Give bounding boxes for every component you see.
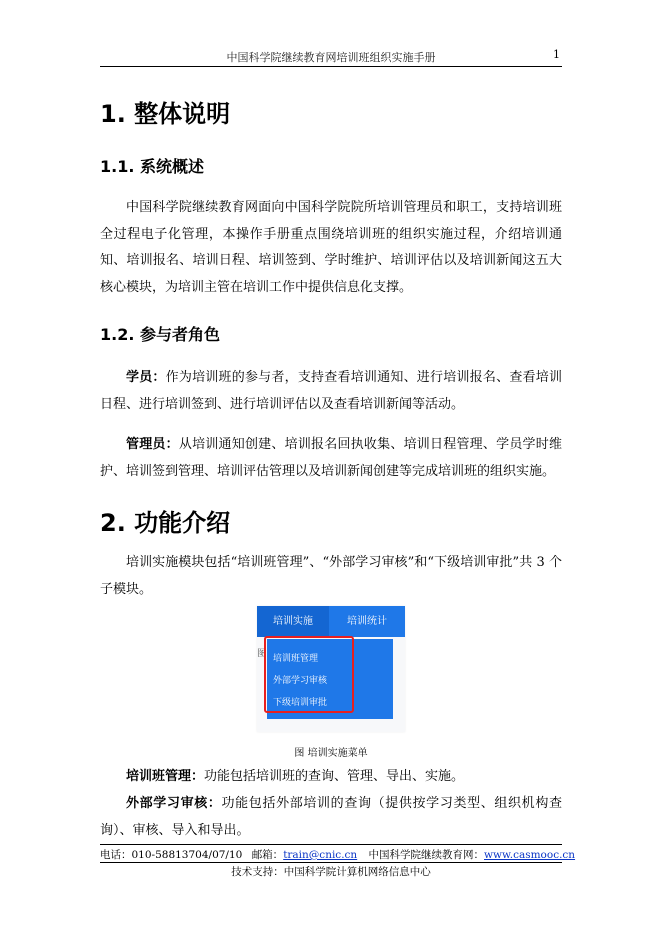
figure-caption: 图 培训实施菜单: [294, 748, 368, 759]
footer-phone: 电话：010-58813704/07/10: [100, 849, 243, 861]
section-1-2-title: 1.2. 参与者角色: [100, 325, 220, 344]
tab-training-implementation[interactable]: 培训实施: [257, 606, 329, 637]
role-admin-paragraph: [100, 432, 562, 485]
header-title: 中国科学院继续教育网培训班组织实施手册: [226, 51, 436, 64]
role-student-label: 学员：: [126, 370, 166, 385]
footer-site-link[interactable]: www.casmooc.cn: [484, 849, 576, 861]
section-1-1-title: 1.1. 系统概述: [100, 157, 204, 176]
item-class-management: [100, 764, 562, 791]
overview-paragraph: 中国科学院继续教育网面向中国科学院院所培训管理员和职工，支持培训班全过程电子化管理，本操作手册重点围绕培训班的组织实施过程，介绍培训通知、培训报名、培训日程、培训签到、学时维护、培训评估以及培训新闻这五大核心模块，为培训主管在培训工作中提供信息化支撑。: [100, 200, 562, 295]
footer-site-label: 中国科学院继续教育网：: [368, 849, 485, 861]
item1-text: 功能包括培训班的查询、管理、导出、实施。: [204, 769, 465, 784]
footer-divider-top: [100, 844, 562, 845]
top-nav-bar: [257, 606, 405, 637]
role-admin-text: 从培训通知创建、培训报名回执收集、培训日程管理、学员学时维护、培训签到管理、培训评估管理以及培训新闻创建等完成培训班的组织实施。: [100, 437, 562, 479]
role-admin-label: 管理员：: [126, 437, 179, 452]
section-2-title: 2. 功能介绍: [100, 509, 231, 537]
menu-item-external-study-review[interactable]: 外部学习审核: [273, 676, 328, 686]
section-1-title: 1. 整体说明: [100, 100, 231, 128]
modules-paragraph: 培训实施模块包括“培训班管理”、“外部学习审核”和“下级培训审批”共 3 个子模块。: [100, 555, 562, 597]
item-external-review: [100, 791, 562, 844]
footer-divider-bottom: [100, 862, 562, 863]
tab-training-statistics[interactable]: 培训统计: [347, 616, 387, 627]
item1-label: 培训班管理：: [126, 769, 205, 784]
role-student-text: 作为培训班的参与者，支持查看培训通知、进行培训报名、查看培训日程、进行培训签到、进行培训评估以及查看培训新闻等活动。: [100, 370, 562, 412]
footer-support: 技术支持：中国科学院计算机网络信息中心: [231, 866, 431, 878]
role-student-paragraph: [100, 365, 562, 418]
highlight-box: [264, 636, 354, 713]
footer-email-link[interactable]: train@cnic.cn: [283, 849, 358, 861]
item2-label: 外部学习审核：: [126, 796, 222, 811]
background-text-fragment: 图: [257, 649, 267, 659]
footer-email-label: 邮箱：: [251, 849, 284, 861]
header-divider: [100, 66, 562, 67]
training-menu-figure: [257, 606, 405, 732]
menu-item-subordinate-approval[interactable]: 下级培训审批: [273, 698, 328, 708]
page-number: 1: [553, 48, 560, 61]
item2-text: 功能包括外部培训的查询（提供按学习类型、组织机构查询）、审核、导入和导出。: [100, 796, 562, 838]
menu-item-class-management[interactable]: 培训班管理: [273, 654, 319, 664]
footer-contact-line: [100, 847, 576, 862]
